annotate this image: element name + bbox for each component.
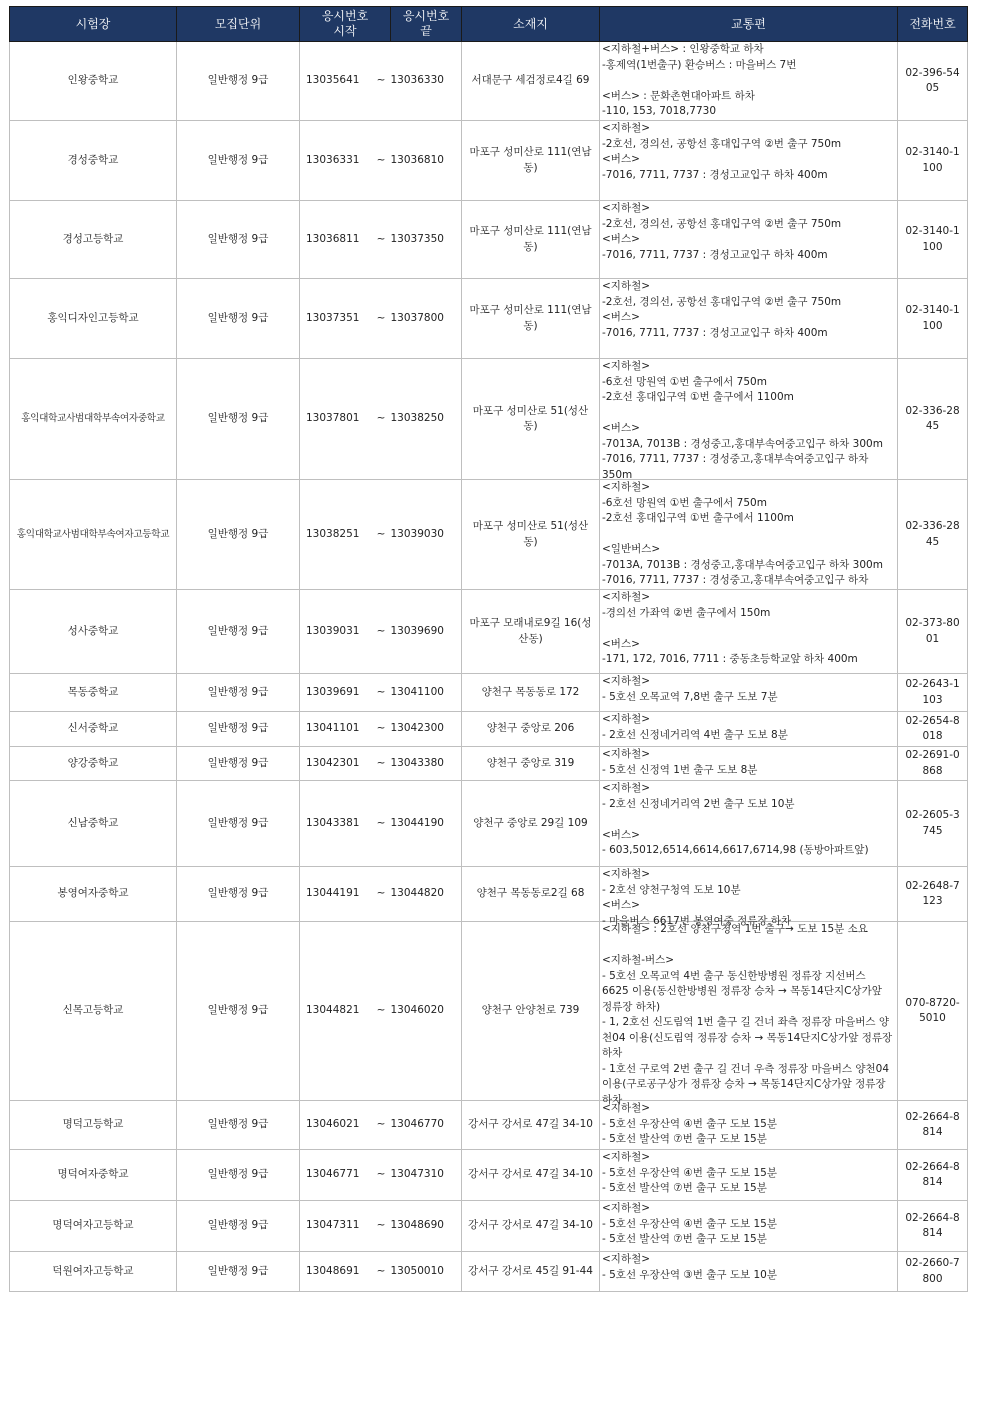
- transit-info: [600, 712, 898, 747]
- transit-info: [600, 590, 898, 674]
- range-tilde: ~: [372, 1150, 391, 1201]
- table-row: [10, 712, 968, 747]
- range-tilde: ~: [372, 590, 391, 674]
- table-row: [10, 359, 968, 480]
- exam-site-name: 덕원여자고등학교: [10, 1252, 177, 1292]
- range-tilde: ~: [372, 867, 391, 922]
- number-end: 13039690: [391, 590, 462, 674]
- number-end: 13039030: [391, 480, 462, 590]
- transit-info: [600, 674, 898, 712]
- transit-info: [600, 279, 898, 359]
- number-end: 13037350: [391, 201, 462, 279]
- exam-site-name: 인왕중학교: [10, 42, 177, 121]
- number-end: 13044190: [391, 781, 462, 867]
- address: 마포구 성미산로 51(성산동): [462, 480, 600, 590]
- table-row: [10, 1101, 968, 1150]
- exam-site-name: 성사중학교: [10, 590, 177, 674]
- range-tilde: ~: [372, 747, 391, 781]
- recruit-unit: 일반행정 9급: [177, 1101, 300, 1150]
- transit-info: [600, 201, 898, 279]
- transit-text: <지하철> - 2호선 신정네거리역 4번 출구 도보 8분: [602, 713, 788, 741]
- exam-site-name: 명덕여자중학교: [10, 1150, 177, 1201]
- exam-site-name: 경성고등학교: [10, 201, 177, 279]
- transit-text: <지하철> - 5호선 신정역 1번 출구 도보 8분: [602, 748, 758, 776]
- range-tilde: ~: [372, 781, 391, 867]
- number-start: 13046021: [300, 1101, 372, 1150]
- table-row: [10, 42, 968, 121]
- transit-info: [600, 747, 898, 781]
- exam-site-name: 신서중학교: [10, 712, 177, 747]
- address: 강서구 강서로 47길 34-10: [462, 1101, 600, 1150]
- transit-info: [600, 1201, 898, 1252]
- recruit-unit: 일반행정 9급: [177, 121, 300, 201]
- phone-number: 02-2643-1103: [898, 674, 968, 712]
- recruit-unit: 일반행정 9급: [177, 1150, 300, 1201]
- range-tilde: ~: [372, 712, 391, 747]
- table-row: [10, 747, 968, 781]
- phone-number: 02-2664-8814: [898, 1150, 968, 1201]
- exam-site-name: 홍익대학교사범대학부속여자중학교: [10, 359, 177, 480]
- transit-info: [600, 42, 898, 121]
- exam-site-name: 신남중학교: [10, 781, 177, 867]
- recruit-unit: 일반행정 9급: [177, 712, 300, 747]
- number-start: 13038251: [300, 480, 372, 590]
- recruit-unit: 일반행정 9급: [177, 42, 300, 121]
- transit-text: <지하철> -2호선, 경의선, 공항선 홍대입구역 ②번 출구 750m <버스> -7016, 7711, 7737 : 경성고교입구 하차 400m: [602, 280, 842, 339]
- number-start: 13044821: [300, 922, 372, 1101]
- exam-site-name: 홍익디자인고등학교: [10, 279, 177, 359]
- exam-site-name: 경성중학교: [10, 121, 177, 201]
- address: 마포구 성미산로 111(연남동): [462, 201, 600, 279]
- number-start: 13041101: [300, 712, 372, 747]
- phone-number: 02-2654-8018: [898, 712, 968, 747]
- transit-info: [600, 359, 898, 480]
- recruit-unit: 일반행정 9급: [177, 1201, 300, 1252]
- recruit-unit: 일반행정 9급: [177, 279, 300, 359]
- exam-site-table: [9, 6, 968, 1292]
- phone-number: 02-2605-3745: [898, 781, 968, 867]
- address: 마포구 성미산로 111(연남동): [462, 121, 600, 201]
- transit-info: [600, 867, 898, 927]
- table-row: [10, 121, 968, 201]
- number-start: 13036811: [300, 201, 372, 279]
- number-start: 13046771: [300, 1150, 372, 1201]
- phone-number: 070-8720-5010: [898, 922, 968, 1101]
- transit-text: <지하철> - 2호선 신정네거리역 2번 출구 도보 10분 <버스> - 603,5012,6514,6614,6617,6714,98 (동방아파트앞): [602, 782, 869, 856]
- table-row: [10, 480, 968, 590]
- transit-text: <지하철> -6호선 망원역 ①번 출구에서 750m -2호선 홍대입구역 ①번 출구에서 1100m <일반버스> -7013A, 7013B : 경성중고,홍대부속여중고입구 하차 300m -7016, 7711, 7737 : 경성중고,홍대부속여중고입구 하차: [602, 481, 883, 586]
- phone-number: 02-3140-1100: [898, 121, 968, 201]
- transit-text: <지하철+버스> : 인왕중학교 하차 -홍제역(1번출구) 환승버스 : 마을버스 7번 <버스> : 문화촌현대아파트 하차 -110, 153, 7018,7730: [602, 43, 797, 117]
- recruit-unit: 일반행정 9급: [177, 674, 300, 712]
- table-row: [10, 1252, 968, 1292]
- phone-number: 02-2660-7800: [898, 1252, 968, 1292]
- exam-site-name: 신목고등학교: [10, 922, 177, 1101]
- number-end: 13047310: [391, 1150, 462, 1201]
- table-row: [10, 590, 968, 674]
- transit-text: <지하철> - 5호선 우장산역 ④번 출구 도보 15분 - 5호선 발산역 ⑦번 출구 도보 15분: [602, 1102, 777, 1145]
- range-tilde: ~: [372, 121, 391, 201]
- number-end: 13042300: [391, 712, 462, 747]
- address: 마포구 모래내로9길 16(성산동): [462, 590, 600, 674]
- address: 양천구 중앙로 319: [462, 747, 600, 781]
- exam-site-name: 명덕여자고등학교: [10, 1201, 177, 1252]
- address: 마포구 성미산로 111(연남동): [462, 279, 600, 359]
- transit-info: [600, 781, 898, 867]
- phone-number: 02-2691-0868: [898, 747, 968, 781]
- header-phone: 전화번호: [898, 7, 968, 42]
- header-number-start: 응시번호 시작: [300, 7, 391, 42]
- header-address: 소재지: [462, 7, 600, 42]
- recruit-unit: 일반행정 9급: [177, 590, 300, 674]
- exam-site-name: 목동중학교: [10, 674, 177, 712]
- number-end: 13046020: [391, 922, 462, 1101]
- address: 양천구 목동동로2길 68: [462, 867, 600, 922]
- number-start: 13048691: [300, 1252, 372, 1292]
- transit-info: [600, 922, 898, 1106]
- address: 강서구 강서로 47길 34-10: [462, 1201, 600, 1252]
- number-end: 13041100: [391, 674, 462, 712]
- address: 강서구 강서로 45길 91-44: [462, 1252, 600, 1292]
- recruit-unit: 일반행정 9급: [177, 781, 300, 867]
- phone-number: 02-336-2845: [898, 480, 968, 590]
- number-end: 13036810: [391, 121, 462, 201]
- table-row: [10, 922, 968, 1101]
- recruit-unit: 일반행정 9급: [177, 201, 300, 279]
- number-start: 13036331: [300, 121, 372, 201]
- table-row: [10, 1150, 968, 1201]
- number-start: 13035641: [300, 42, 372, 121]
- number-end: 13046770: [391, 1101, 462, 1150]
- header-unit: 모집단위: [177, 7, 300, 42]
- transit-info: [600, 121, 898, 201]
- range-tilde: ~: [372, 1101, 391, 1150]
- recruit-unit: 일반행정 9급: [177, 922, 300, 1101]
- transit-text: <지하철> - 5호선 우장산역 ④번 출구 도보 15분 - 5호선 발산역 ⑦번 출구 도보 15분: [602, 1202, 777, 1245]
- number-start: 13039031: [300, 590, 372, 674]
- number-end: 13038250: [391, 359, 462, 480]
- transit-info: [600, 1150, 898, 1201]
- recruit-unit: 일반행정 9급: [177, 1252, 300, 1292]
- range-tilde: ~: [372, 359, 391, 480]
- table-row: [10, 1201, 968, 1252]
- phone-number: 02-2664-8814: [898, 1101, 968, 1150]
- transit-text: <지하철> : 2호선 양천구청역 1번 출구→ 도보 15분 소요 <지하철-버스> - 5호선 오목교역 4번 출구 동신한방병원 정류장 지선버스 6625 이용(동신한방병원 정류장 승차 → 목동14단지C상가앞 정류장 하차) - 1, 2호선 신도림역 1번 출구 길 건너 좌측 정류장 마을버스 양천04 이용(신도림역 정류장 승차 → 목동14단지C상가앞 정류장 하차 - 1호선 구로역 2번 출구 길 건너 우측 정류장 마을버스 양천04 이용(구로공구상가 정류장 승차 → 목동14단지C상가앞 정류장 하차: [602, 923, 893, 1106]
- phone-number: 02-2648-7123: [898, 867, 968, 922]
- range-tilde: ~: [372, 42, 391, 121]
- transit-text: <지하철> -2호선, 경의선, 공항선 홍대입구역 ②번 출구 750m <버스> -7016, 7711, 7737 : 경성고교입구 하차 400m: [602, 122, 842, 181]
- range-tilde: ~: [372, 674, 391, 712]
- number-start: 13037351: [300, 279, 372, 359]
- header-row: [10, 7, 968, 42]
- address: 양천구 목동동로 172: [462, 674, 600, 712]
- recruit-unit: 일반행정 9급: [177, 867, 300, 922]
- transit-info: [600, 1252, 898, 1292]
- exam-site-name: 홍익대학교사범대학부속여자고등학교: [10, 480, 177, 590]
- number-start: 13043381: [300, 781, 372, 867]
- phone-number: 02-2664-8814: [898, 1201, 968, 1252]
- number-start: 13047311: [300, 1201, 372, 1252]
- number-start: 13044191: [300, 867, 372, 922]
- address: 양천구 중앙로 29길 109: [462, 781, 600, 867]
- address: 서대문구 세검정로4길 69: [462, 42, 600, 121]
- number-end: 13048690: [391, 1201, 462, 1252]
- range-tilde: ~: [372, 201, 391, 279]
- transit-text: <지하철> - 2호선 양천구청역 도보 10분 <버스> - 마을버스 6617번 봉영여중 정류장 하차: [602, 868, 792, 927]
- number-start: 13042301: [300, 747, 372, 781]
- phone-number: 02-3140-1100: [898, 201, 968, 279]
- address: 마포구 성미산로 51(성산동): [462, 359, 600, 480]
- number-end: 13050010: [391, 1252, 462, 1292]
- header-number-end: 응시번호 끝: [391, 7, 462, 42]
- exam-site-name: 봉영여자중학교: [10, 867, 177, 922]
- table-row: [10, 674, 968, 712]
- table-row: [10, 867, 968, 922]
- table-row: [10, 279, 968, 359]
- range-tilde: ~: [372, 922, 391, 1101]
- table-row: [10, 781, 968, 867]
- number-end: 13037800: [391, 279, 462, 359]
- phone-number: 02-373-8001: [898, 590, 968, 674]
- number-end: 13036330: [391, 42, 462, 121]
- phone-number: 02-396-5405: [898, 42, 968, 121]
- transit-info: [600, 1101, 898, 1150]
- transit-info: [600, 480, 898, 590]
- range-tilde: ~: [372, 480, 391, 590]
- header-transit: 교통편: [600, 7, 898, 42]
- exam-site-name: 양강중학교: [10, 747, 177, 781]
- range-tilde: ~: [372, 1201, 391, 1252]
- address: 양천구 중앙로 206: [462, 712, 600, 747]
- transit-text: <지하철> -2호선, 경의선, 공항선 홍대입구역 ②번 출구 750m <버스> -7016, 7711, 7737 : 경성고교입구 하차 400m: [602, 202, 842, 261]
- transit-text: <지하철> - 5호선 우장산역 ③번 출구 도보 10분: [602, 1253, 777, 1281]
- number-start: 13039691: [300, 674, 372, 712]
- recruit-unit: 일반행정 9급: [177, 359, 300, 480]
- phone-number: 02-336-2845: [898, 359, 968, 480]
- number-start: 13037801: [300, 359, 372, 480]
- address: 양천구 안양천로 739: [462, 922, 600, 1101]
- transit-text: <지하철> - 5호선 우장산역 ④번 출구 도보 15분 - 5호선 발산역 ⑦번 출구 도보 15분: [602, 1151, 777, 1194]
- transit-text: <지하철> - 5호선 오목교역 7,8번 출구 도보 7분: [602, 675, 778, 703]
- number-end: 13043380: [391, 747, 462, 781]
- number-end: 13044820: [391, 867, 462, 922]
- phone-number: 02-3140-1100: [898, 279, 968, 359]
- header-site: 시험장: [10, 7, 177, 42]
- exam-site-name: 명덕고등학교: [10, 1101, 177, 1150]
- range-tilde: ~: [372, 1252, 391, 1292]
- recruit-unit: 일반행정 9급: [177, 747, 300, 781]
- transit-text: <지하철> -경의선 가좌역 ②번 출구에서 150m <버스> -171, 172, 7016, 7711 : 중동초등학교앞 하차 400m: [602, 591, 858, 665]
- recruit-unit: 일반행정 9급: [177, 480, 300, 590]
- transit-text: <지하철> -6호선 망원역 ①번 출구에서 750m -2호선 홍대입구역 ①번 출구에서 1100m <버스> -7013A, 7013B : 경성중고,홍대부속여중고입구 하차 300m -7016, 7711, 7737 : 경성중고,홍대부속여중고입구 하차 350m: [602, 360, 883, 481]
- table-row: [10, 201, 968, 279]
- address: 강서구 강서로 47길 34-10: [462, 1150, 600, 1201]
- range-tilde: ~: [372, 279, 391, 359]
